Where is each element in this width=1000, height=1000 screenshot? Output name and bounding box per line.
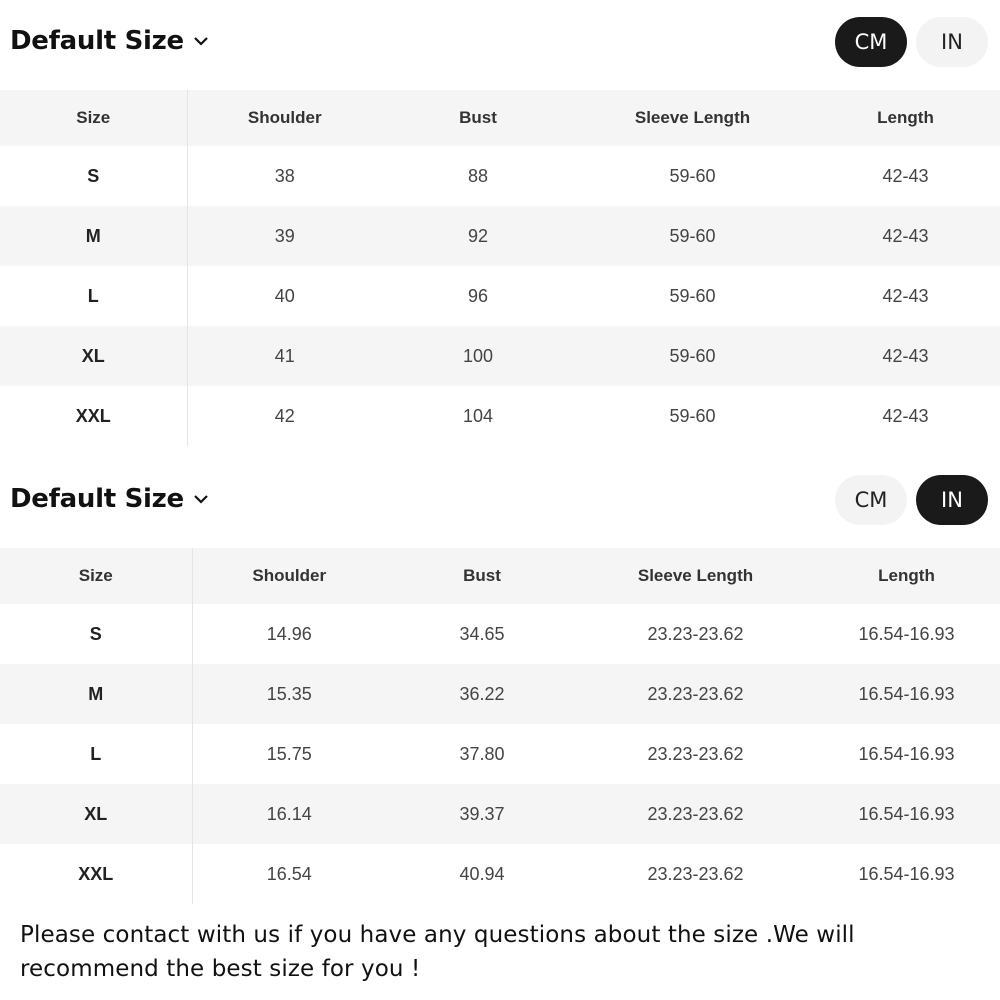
table-cell: 92 <box>382 206 574 266</box>
size-cell: XL <box>0 784 192 844</box>
table-cell: 59-60 <box>574 266 811 326</box>
table-row <box>0 206 1000 266</box>
table-cell: 16.54-16.93 <box>813 784 1000 844</box>
size-cell: S <box>0 604 192 664</box>
size-cell: L <box>0 724 192 784</box>
size-contact-note: Please contact with us if you have any questions about the size .We will recommend the best size for you ! <box>20 922 855 982</box>
table-cell: 42-43 <box>811 386 1000 446</box>
table-cell: 16.54-16.93 <box>813 604 1000 664</box>
table-cell: 16.54-16.93 <box>813 844 1000 904</box>
table-row <box>0 604 1000 664</box>
table-cell: 37.80 <box>386 724 578 784</box>
table-cell: 104 <box>382 386 574 446</box>
unit-cm-button[interactable]: CM <box>835 475 907 525</box>
table-cell: 42 <box>187 386 382 446</box>
table-row <box>0 724 1000 784</box>
table-cell: 88 <box>382 146 574 206</box>
table-cell: 40 <box>187 266 382 326</box>
table-row <box>0 664 1000 724</box>
column-header: Shoulder <box>192 548 386 604</box>
column-header: Size <box>0 90 187 146</box>
table-cell: 42-43 <box>811 146 1000 206</box>
table-cell: 36.22 <box>386 664 578 724</box>
table-header-row <box>0 90 1000 146</box>
table-cell: 59-60 <box>574 146 811 206</box>
table-cell: 16.54 <box>192 844 386 904</box>
unit-in-button[interactable]: IN <box>916 17 988 67</box>
table-cell: 42-43 <box>811 326 1000 386</box>
table-cell: 23.23-23.62 <box>578 664 813 724</box>
table-cell: 16.54-16.93 <box>813 724 1000 784</box>
size-cell: S <box>0 146 187 206</box>
table-cell: 23.23-23.62 <box>578 604 813 664</box>
table-cell: 39 <box>187 206 382 266</box>
table-cell: 40.94 <box>386 844 578 904</box>
table-row <box>0 386 1000 446</box>
table-cell: 15.75 <box>192 724 386 784</box>
column-header: Sleeve Length <box>578 548 813 604</box>
unit-cm-button[interactable]: CM <box>835 17 907 67</box>
table-row <box>0 784 1000 844</box>
size-cell: XXL <box>0 844 192 904</box>
column-header: Sleeve Length <box>574 90 811 146</box>
table-cell: 34.65 <box>386 604 578 664</box>
column-header: Bust <box>386 548 578 604</box>
table-row <box>0 266 1000 326</box>
table-cell: 38 <box>187 146 382 206</box>
size-cell: XXL <box>0 386 187 446</box>
chevron-down-icon <box>192 490 210 508</box>
table-cell: 42-43 <box>811 206 1000 266</box>
table-cell: 23.23-23.62 <box>578 844 813 904</box>
table-row <box>0 326 1000 386</box>
table-row <box>0 146 1000 206</box>
size-chart-header <box>0 0 1000 90</box>
table-cell: 23.23-23.62 <box>578 724 813 784</box>
table-cell: 42-43 <box>811 266 1000 326</box>
table-header-row <box>0 548 1000 604</box>
size-selector-dropdown[interactable] <box>10 484 210 514</box>
size-chart-cm <box>0 0 1000 446</box>
size-selector-label: Default Size <box>10 26 184 56</box>
column-header: Shoulder <box>187 90 382 146</box>
size-table <box>0 548 1000 904</box>
table-cell: 16.14 <box>192 784 386 844</box>
size-cell: M <box>0 206 187 266</box>
size-chart-header <box>0 458 1000 548</box>
size-selector-label: Default Size <box>10 484 184 514</box>
column-header: Bust <box>382 90 574 146</box>
table-cell: 15.35 <box>192 664 386 724</box>
table-cell: 96 <box>382 266 574 326</box>
column-header: Size <box>0 548 192 604</box>
table-cell: 59-60 <box>574 326 811 386</box>
unit-in-button[interactable]: IN <box>916 475 988 525</box>
table-cell: 14.96 <box>192 604 386 664</box>
table-cell: 16.54-16.93 <box>813 664 1000 724</box>
size-table <box>0 90 1000 446</box>
column-header: Length <box>811 90 1000 146</box>
size-cell: M <box>0 664 192 724</box>
table-cell: 100 <box>382 326 574 386</box>
table-cell: 41 <box>187 326 382 386</box>
size-cell: XL <box>0 326 187 386</box>
table-cell: 59-60 <box>574 386 811 446</box>
table-cell: 23.23-23.62 <box>578 784 813 844</box>
chevron-down-icon <box>192 32 210 50</box>
size-selector-dropdown[interactable] <box>10 26 210 56</box>
table-cell: 59-60 <box>574 206 811 266</box>
table-cell: 39.37 <box>386 784 578 844</box>
size-cell: L <box>0 266 187 326</box>
size-chart-in <box>0 458 1000 904</box>
column-header: Length <box>813 548 1000 604</box>
table-row <box>0 844 1000 904</box>
